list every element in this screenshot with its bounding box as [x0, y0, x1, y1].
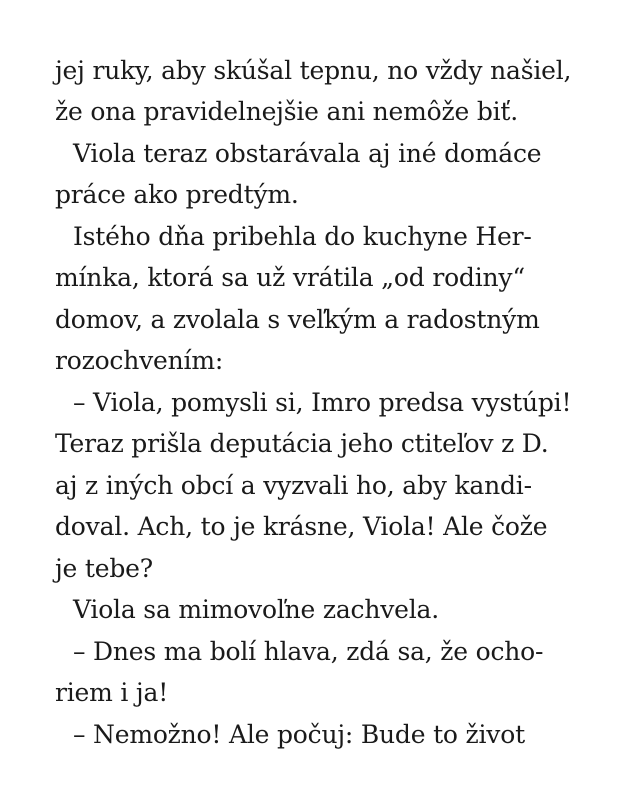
text-line: doval. Ach, to je krásne, Viola! Ale čože — [55, 512, 548, 541]
text-line: mínka, ktorá sa už vrátila „od rodiny“ — [55, 263, 525, 292]
paragraph-start-line: Viola teraz obstarávala aj iné domáce — [73, 139, 542, 168]
text-line: domov, a zvolala s veľkým a radostným — [55, 305, 540, 334]
text-line: že ona pravidelnejšie ani nemôže biť. — [55, 97, 519, 126]
text-line: aj z iných obcí a vyzvali ho, aby kandi- — [55, 471, 532, 500]
text-line: rozochvením: — [55, 346, 224, 375]
dialogue-line: – Viola, pomysli si, Imro predsa vystúpi! — [73, 388, 572, 417]
text-line: je tebe? — [55, 554, 153, 583]
paragraph-start-line: Viola sa mimovoľne zachvela. — [73, 595, 440, 624]
text-line: Teraz prišla deputácia jeho ctiteľov z D. — [55, 429, 549, 458]
dialogue-line: – Dnes ma bolí hlava, zdá sa, že ocho- — [73, 637, 544, 666]
paragraph-start-line: Istého dňa pribehla do kuchyne Her- — [73, 222, 532, 251]
dialogue-line: – Nemožno! Ale počuj: Bude to život — [73, 720, 525, 749]
text-line: riem i ja! — [55, 678, 169, 707]
text-line: jej ruky, aby skúšal tepnu, no vždy našiel, — [55, 56, 572, 85]
text-line: práce ako predtým. — [55, 180, 299, 209]
